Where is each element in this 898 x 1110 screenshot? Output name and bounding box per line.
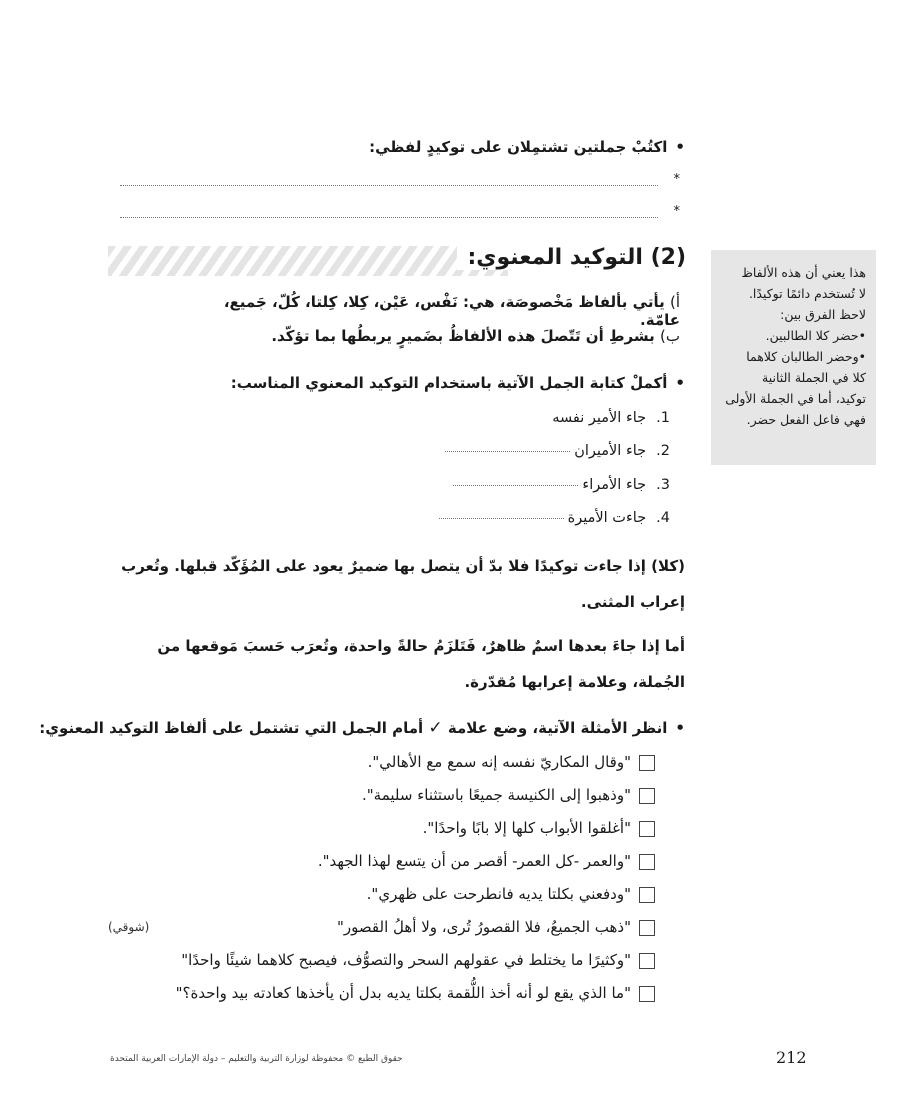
fill-in-line[interactable] [439,518,564,519]
fill-in-line[interactable] [453,485,578,486]
example-row: "أغلقوا الأبواب كلها إلا بابًا واحدًا". [100,812,655,845]
sidebar-line: كلا في الجملة الثانية [762,370,866,385]
exercise1-instruction: •أكملْ كتابة الجمل الآتية باستخدام التوكيد المعنوي المناسب: [230,374,685,392]
task1-instruction: •اكتُبْ جملتين تشتمِلان على توكيدٍ لفظي: [369,138,685,156]
bullet-icon: • [675,138,685,156]
section2-title: (2) التوكيد المعنوي: [457,245,686,270]
sidebar-line: •وحضر الطالبان كلاهما [746,349,866,364]
example-row: "ما الذي يقع لو أنه أخذ اللُّقمة بكلتا يديه بدل أن يأخذها كعادته بيد واحدة؟" [100,977,655,1010]
sidebar-line: فهي فاعل الفعل حضر. [746,412,866,427]
checkbox[interactable] [639,986,655,1002]
section2-title-wrap [457,245,686,270]
checkbox[interactable] [639,755,655,771]
checkbox[interactable] [639,788,655,804]
example-row: "ذهب الجميعُ، فلا القصورُ تُرى، ولا أهلُ القصور" (شوقي) [100,911,655,944]
sidebar-line: •حضر كلا الطالبين. [765,328,866,343]
exercise1-item: 1.جاء الأمير نفسه [552,410,670,426]
ism-note: أما إذا جاءَ بعدها اسمٌ ظاهرٌ، فَتَلزَمُ حالةً واحدة، وتُعرَب حَسبَ مَوقعها من الجُملة، وعلامة إعرابها مُقدّرة. [157,637,685,691]
sidebar-line: لاحظ الفرق بين: [780,307,866,322]
point-a: أ) يأتي بألفاظ مَخْصوصَة، هي: نَفْس، عَيْن، كِلا، كِلتا، كُلّ، جَميع، عامّة. [223,293,680,329]
page-number: 212 [776,1048,807,1067]
exercise1-item: 3.جاء الأمراء [380,477,670,493]
checkbox[interactable] [639,821,655,837]
example-row: "والعمر -كل العمر- أقصر من أن يتسع لهذا الجهد". [100,845,655,878]
exercise2-instruction: •انظر الأمثلة الآتية، وضع علامة ✓ أمام الجمل التي تشتمل على ألفاظ التوكيد المعنوي: [39,718,685,738]
answer-line-2: * [120,204,680,220]
checkbox[interactable] [639,953,655,969]
sidebar-line: لا تُستخدم دائمًا توكيدًا. [748,286,866,301]
sidebar-line: هذا يعني أن هذه الألفاظ [741,265,866,280]
bullet-icon: • [675,374,685,392]
heading-decoration [108,246,508,276]
example-row: "ودفعني بكلتا يديه فانطرحت على ظهري". [100,878,655,911]
exercise1-item: 4.جاءت الأميرة [380,510,670,526]
exercise1-item: 2.جاء الأميران [380,443,670,459]
checkbox[interactable] [639,920,655,936]
fill-in-line[interactable] [445,451,570,452]
example-row: "وقال المكاريّ نفسه إنه سمع مع الأهالي". [100,746,655,779]
answer-line-1: * [120,172,680,188]
copyright-note: حقوق الطبع © محفوظة لوزارة التربية والتعليم – دولة الإمارات العربية المتحدة [110,1054,403,1064]
checkbox[interactable] [639,854,655,870]
example-row: "وذهبوا إلى الكنيسة جميعًا باستثناء سليمة". [100,779,655,812]
check-mark-icon: ✓ [428,718,443,738]
sidebar-line: توكيد، أما في الجملة الأولى [725,391,866,406]
example-row: "وكثيرًا ما يختلط في عقولهم السحر والتصوُّف، فيصبح كلاهما شيئًا واحدًا" [100,944,655,977]
example-source: (شوقي) [108,920,150,934]
checkbox[interactable] [639,887,655,903]
examples-list [100,746,655,1010]
bullet-icon: • [675,719,685,737]
point-b: ب) بشرطِ أن تَتّصلَ هذه الألفاظُ بضَميرٍ يربطُها بما تؤكّد. [271,327,680,345]
kila-note: (كلا) إذا جاءت توكيدًا فلا بدّ أن يتصل بها ضميرٌ يعود على المُؤَكّد قبلها. وتُعرب إعراب المثنى. [121,557,685,611]
sidebar-note [711,250,876,465]
